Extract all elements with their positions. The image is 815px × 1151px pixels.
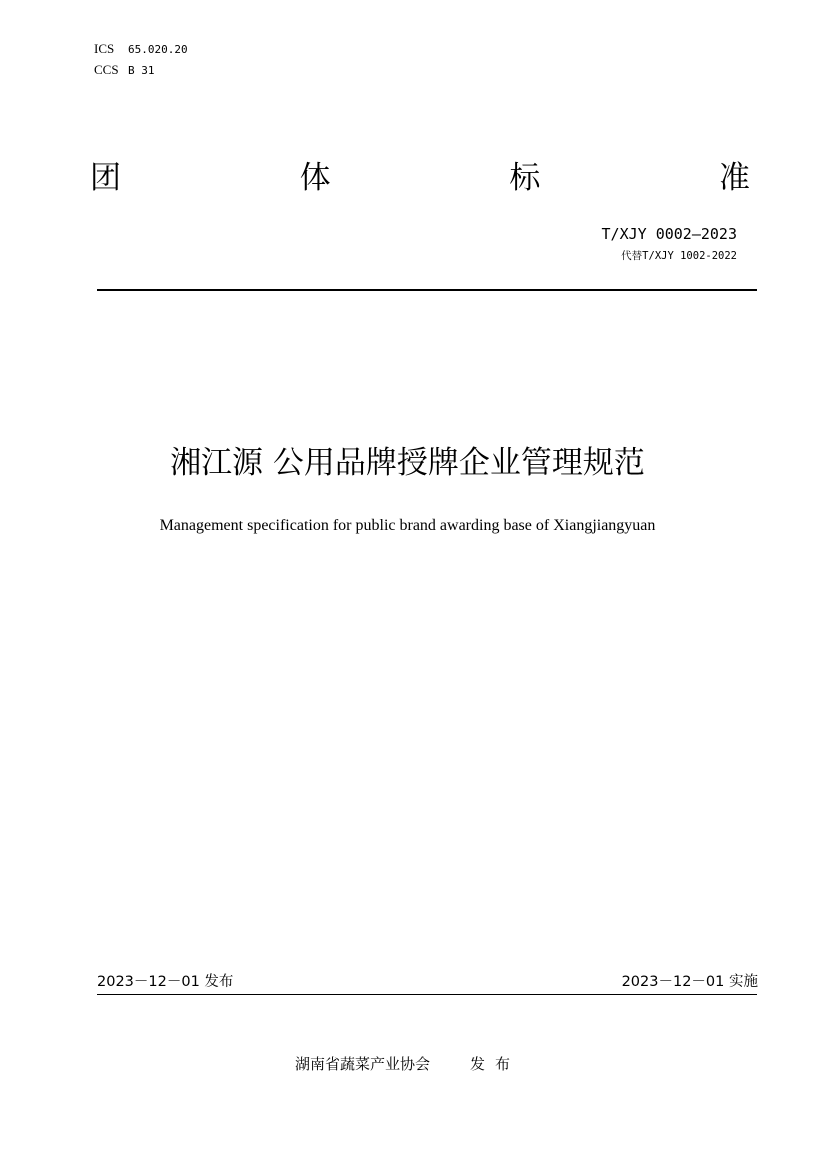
standard-type-char: 体 <box>299 160 331 196</box>
ics-code <box>94 42 188 57</box>
publisher-line <box>0 1053 815 1075</box>
ics-label: ICS <box>94 41 115 56</box>
ccs-value: B 31 <box>128 64 155 77</box>
publish-action: 发布 <box>470 1055 521 1073</box>
standard-type-char: 准 <box>718 160 750 196</box>
ccs-label: CCS <box>94 62 119 77</box>
standard-type-char: 标 <box>509 160 541 196</box>
implementation-date: 2023－12－01 实施 <box>621 974 758 990</box>
header-divider <box>97 289 757 291</box>
footer-divider <box>97 994 757 995</box>
standard-type-char: 团 <box>90 160 121 196</box>
document-title-chinese: 湘江源 公用品牌授牌企业管理规范 <box>170 445 645 481</box>
ics-value: 65.020.20 <box>128 43 188 56</box>
issue-date: 2023－12－01 发布 <box>97 974 234 990</box>
ccs-code <box>94 63 155 78</box>
standard-type-heading <box>90 158 750 198</box>
document-title-english: Management specification for public brand awarding base of Xiangjiangyuan <box>159 517 656 534</box>
standard-number: T/XJY 0002—2023 <box>601 225 737 243</box>
publisher-organization: 湖南省蔬菜产业协会 <box>294 1055 430 1073</box>
replaces-standard: 代替T/XJY 1002-2022 <box>621 250 737 262</box>
